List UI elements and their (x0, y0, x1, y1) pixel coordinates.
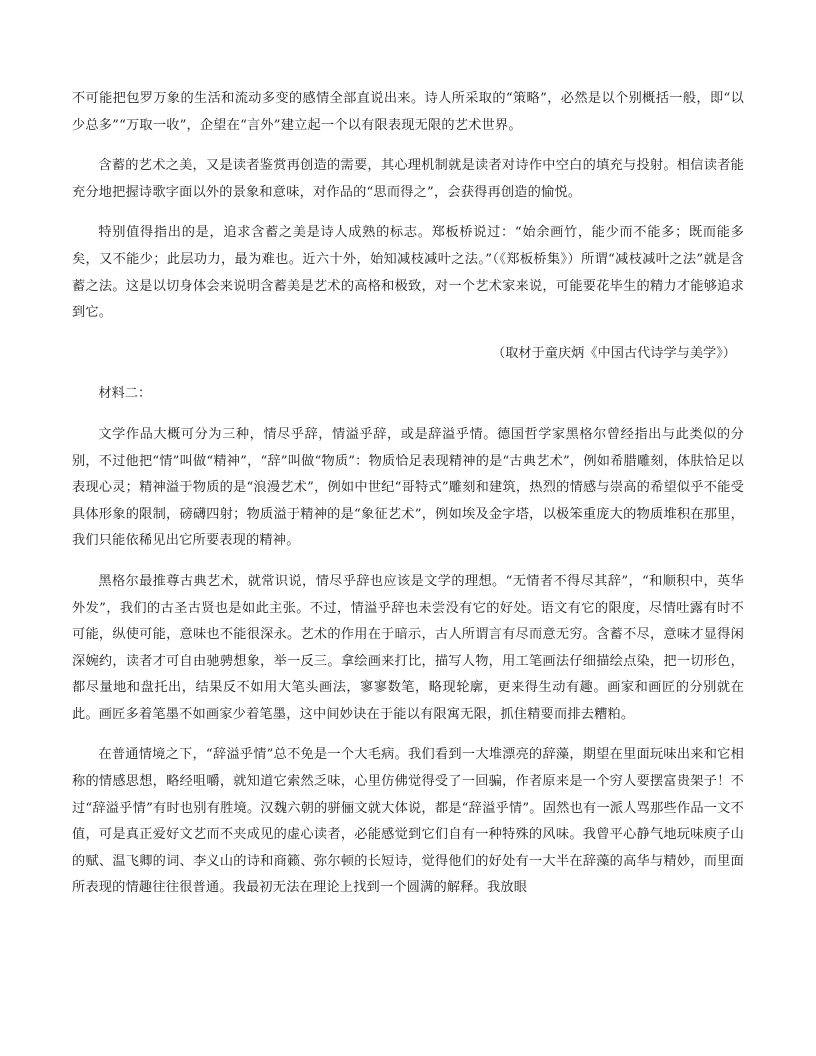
paragraph-5: 黑格尔最推尊古典艺术，就常识说，情尽乎辞也应该是文学的理想。“无情者不得尽其辞”，“和顺积中，英华外发”，我们的古圣古贤也是如此主张。不过，情溢乎辞也未尝没有它的好处。语文有它的限度，尽情吐露有时不可能，纵使可能，意味也不能很深永。艺术的作用在于暗示，古人所谓言有尽而意无穷。含蓄不尽，意味才显得闲深婉约，读者才可自由驰骋想象，举一反三。拿绘画来打比，描写人物，用工笔画法仔细描绘点染，把一切形色，都尽量地和盘托出，结果反不如用大笔头画法，寥寥数笔，略现轮廓，更来得生动有趣。画家和画匠的分别就在此。画匠多着笔墨不如画家少着笔墨，这中间妙诀在于能以有限寓无限，抓住精要而排去糟粕。 (72, 573, 744, 722)
source-citation: （取材于童庆炳《中国古代诗学与美学》） (492, 345, 736, 361)
paragraph-2: 含蓄的艺术之美，又是读者鉴赏再创造的需要，其心理机制就是读者对诗作中空白的填充与投射。相信读者能充分地把握诗歌字面以外的景象和意味，对作品的“思而得之”，会获得再创造的愉悦。 (72, 158, 744, 200)
paragraph-3: 特别值得指出的是，追求含蓄之美是诗人成熟的标志。郑板桥说过：“始余画竹，能少而不能多；既而能多矣，又不能少；此层功力，最为难也。近六十外，始知减枝减叶之法。”（《郑板桥集》）所谓“减枝减叶之法”就是含蓄之法。这是以切身体会来说明含蓄美是艺术的高格和极致，对一个艺术家来说，可能要花毕生的精力才能够追求到它。 (72, 225, 744, 321)
material-heading: 材料二： (98, 386, 152, 402)
document-page (72, 86, 744, 916)
paragraph-4: 文学作品大概可分为三种，情尽乎辞，情溢乎辞，或是辞溢乎情。德国哲学家黑格尔曾经指出与此类似的分别，不过他把“情”叫做“精神”，“辞”叫做“物质”：物质恰足表现精神的是“古典艺术”，例如希腊雕刻，体肤恰足以表现心灵；精神溢于物质的是“浪漫艺术”，例如中世纪“哥特式”雕刻和建筑，热烈的情感与崇高的希望似乎不能受具体形象的限制，磅礴四射；物质溢于精神的是“象征艺术”，例如埃及金字塔，以极笨重庞大的物质堆积在那里，我们只能依稀见出它所要表现的精神。 (72, 426, 744, 549)
paragraph-6: 在普通情境之下，“辞溢乎情”总不免是一个大毛病。我们看到一大堆漂亮的辞藻，期望在里面玩味出来和它相称的情感思想，略经咀嚼，就知道它索然乏味，心里仿佛觉得受了一回骗，作者原来是一个穷人要摆富贵架子！不过“辞溢乎情”有时也别有胜境。汉魏六朝的骈俪文就大体说，都是“辞溢乎情”。固然也有一派人骂那些作品一文不值，可是真正爱好文艺而不夹成见的虚心读者，必能感觉到它们自有一种特殊的风味。我曾平心静气地玩味庾子山的赋、温飞卿的词、李义山的诗和商籁、弥尔顿的长短诗，觉得他们的好处有一大半在辞藻的高华与精妙，而里面所表现的情趣往往很普通。我最初无法在理论上找到一个圆满的解释。我放眼 (72, 747, 744, 896)
paragraph-1: 不可能把包罗万象的生活和流动多变的感情全部直说出来。诗人所采取的“策略”，必然是以个别概括一般，即“以少总多”“万取一收”，企望在“言外”建立起一个以有限表现无限的艺术世界。 (72, 91, 744, 133)
